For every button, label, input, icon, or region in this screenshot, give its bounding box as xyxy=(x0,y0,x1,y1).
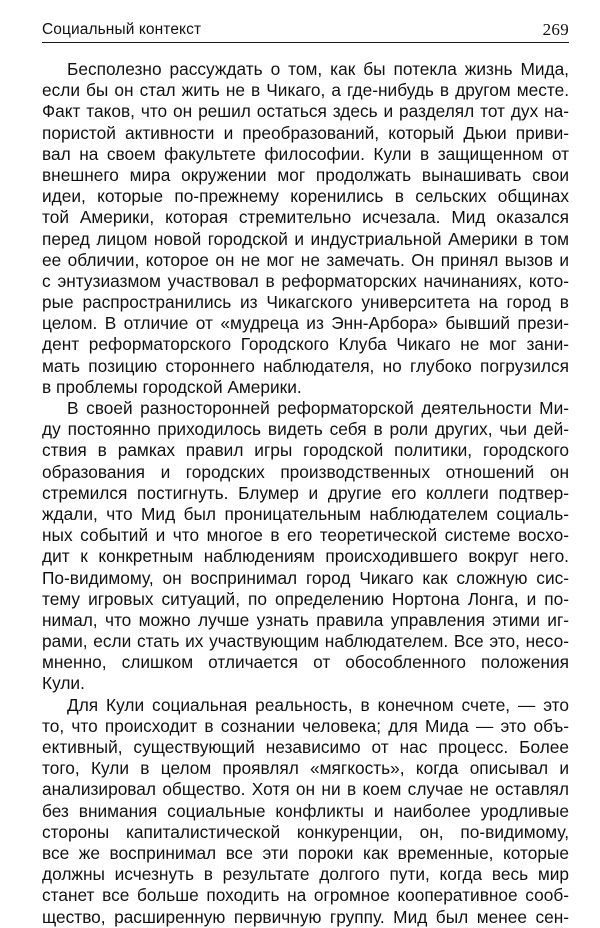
text-line: станет все больше походить на огромное кооперативное сооб- xyxy=(42,885,569,906)
text-line: щество, расширенную первичную группу. Мид был менее сен- xyxy=(42,906,569,927)
text-line: Факт таков, что он решил остаться здесь и разделял тот дух на- xyxy=(42,101,569,122)
text-line: образования и городских производственных отношений он xyxy=(42,461,569,482)
text-line: анализировал общество. Хотя он ни в коем случае не оставлял xyxy=(42,779,569,800)
text-line: мненно, слишком отличается от обособленного положения xyxy=(42,652,569,673)
text-line: если бы он стал жить не в Чикаго, а где-нибудь в другом месте. xyxy=(42,80,569,101)
paragraph-3 xyxy=(42,695,569,928)
text-line: Кули. xyxy=(42,673,85,694)
running-header xyxy=(42,17,569,43)
text-line: стремился постигнуть. Блумер и другие его коллеги подтвер- xyxy=(42,482,569,503)
text-line: Бесполезно рассуждать о том, как бы потекла жизнь Мида, xyxy=(67,59,569,79)
text-line: В своей разносторонней реформаторской деятельности Ми- xyxy=(67,398,569,418)
text-line: дент реформаторского Городского Клуба Чикаго не мог зани- xyxy=(42,334,569,355)
text-line: то, что происходит в сознании человека; для Мида — это объ- xyxy=(42,715,569,736)
text-line: мать позицию стороннего наблюдателя, но глубоко погрузился xyxy=(42,355,569,376)
text-line: пористой активности и преобразований, который Дьюи приви- xyxy=(42,122,569,143)
text-line: По-видимому, он воспринимал город Чикаго как сложную сис- xyxy=(42,567,569,588)
text-line: рами, если стать их участвующим наблюдателем. Все это, несо- xyxy=(42,631,569,652)
text-line: дит к конкретным наблюдениям происходившего вокруг него. xyxy=(42,546,569,567)
text-line: того, Кули в целом проявлял «мягкость», когда описывал и xyxy=(42,758,569,779)
section-title: Социальный контекст xyxy=(42,21,202,38)
paragraph-1 xyxy=(42,59,569,398)
text-line: ных событий и что многое в его теоретической системе восхо- xyxy=(42,525,569,546)
text-line: тему игровых ситуаций, по определению Нортона Лонга, и по- xyxy=(42,588,569,609)
text-line: с энтузиазмом участвовал в реформаторских начинаниях, кото- xyxy=(42,270,569,291)
text-line: той Америки, которая стремительно исчезала. Мид оказался xyxy=(42,207,569,228)
text-line: ствия в рамках правил игры городской политики, городского xyxy=(42,440,569,461)
text-line: вал на своем факультете философии. Кули в защищенном от xyxy=(42,143,569,164)
text-line: стороны капиталистической конкуренции, он, по-видимому, xyxy=(42,821,569,842)
paragraph-2 xyxy=(42,398,569,695)
text-line: перед лицом новой городской и индустриальной Америки в том xyxy=(42,228,569,249)
text-line: целом. В отличие от «мудреца из Энн-Арбора» бывший прези- xyxy=(42,313,569,334)
text-line: без внимания социальные конфликты и наиболее уродливые xyxy=(42,800,569,821)
text-line: ективный, существующий независимо от нас процесс. Более xyxy=(42,737,569,757)
body-text xyxy=(42,59,569,928)
page-number: 269 xyxy=(542,20,569,39)
text-line: рые распространились из Чикагского университета на город в xyxy=(42,292,569,313)
text-line: должны исчезнуть в результате долгого пути, когда весь мир xyxy=(42,864,569,885)
text-line: все же воспринимал все эти пороки как временные, которые xyxy=(42,842,569,863)
text-line: ее обличии, которое он не мог не замечать. Он принял вызов и xyxy=(42,249,569,270)
text-line: в проблемы городской Америки. xyxy=(42,376,302,397)
text-line: идеи, которые по-прежнему коренились в сельских общинах xyxy=(42,186,569,207)
text-line: ду постоянно приходилось видеть себя в роли других, чьи дей- xyxy=(42,419,569,440)
text-line: внешнего мира окружении мог продолжать вынашивать свои xyxy=(42,164,569,185)
text-line: Для Кули социальная реальность, в конечном счете, — это xyxy=(67,694,569,715)
text-line: ждали, что Мид был проницательным наблюдателем социаль- xyxy=(42,503,569,524)
text-line: нимал, что можно лучше узнать правила управления этими иг- xyxy=(42,609,569,630)
